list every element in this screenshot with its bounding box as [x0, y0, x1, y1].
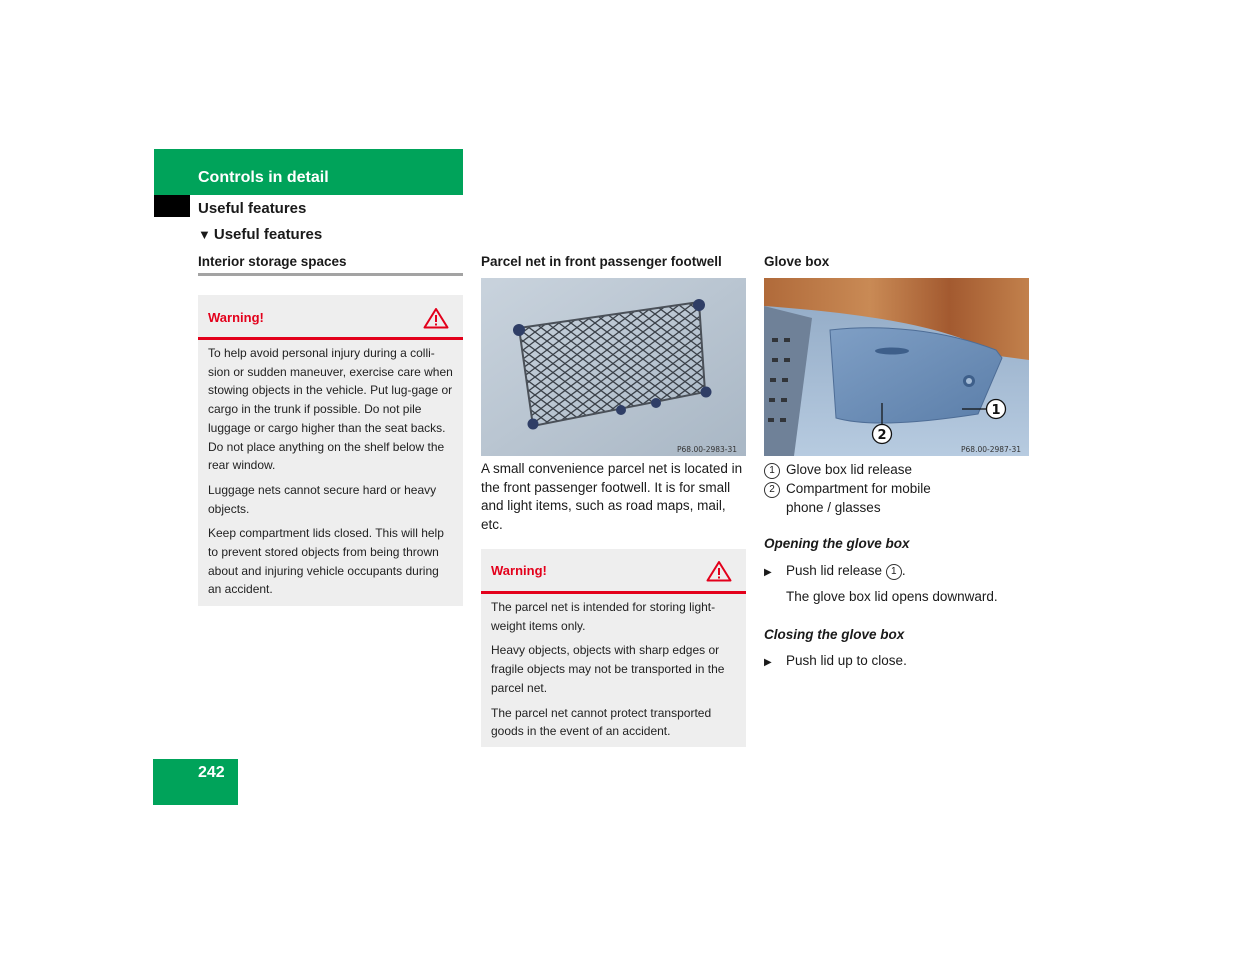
- warning-paragraph: To help avoid personal injury during a colli-sion or sudden maneuver, exercise care when stowing objects in the vehicle. Put lug-gage or cargo in the trunk if possible. Do not pile luggage or cargo higher than the seat backs. Do not place anything on the shelf below the rear window.: [208, 346, 453, 473]
- page-number: 242: [198, 764, 225, 781]
- closing-step-text: Push lid up to close.: [786, 653, 907, 668]
- chapter-subtitle: Useful features: [198, 200, 307, 217]
- step-callout-number: 1: [886, 564, 902, 580]
- warning-box-parcel-net: [481, 549, 746, 747]
- bullet-arrow-icon: ▶: [764, 657, 772, 668]
- heading-rule: [198, 273, 463, 276]
- header-marker-block: [154, 195, 190, 217]
- opening-result: The glove box lid opens downward.: [786, 589, 998, 604]
- image-code: P68.00-2983-31: [677, 445, 738, 454]
- warning-body: [208, 344, 455, 605]
- warning-paragraph: Heavy objects, objects with sharp edges or fragile objects may not be transported in the parcel net.: [491, 643, 725, 695]
- chapter-title: Controls in detail: [198, 169, 329, 186]
- warning-rule: [198, 337, 463, 340]
- callout-1: 1: [991, 403, 1001, 418]
- warning-triangle-icon: [706, 560, 732, 582]
- warning-title: Warning!: [208, 310, 264, 325]
- parcel-net-photo: [481, 278, 746, 456]
- glove-box-photo: [764, 278, 1029, 456]
- closing-step: [764, 653, 907, 668]
- bullet-arrow-icon: ▶: [764, 567, 772, 578]
- warning-paragraph: Luggage nets cannot secure hard or heavy objects.: [208, 482, 437, 516]
- legend-item: [764, 480, 931, 499]
- image-code: P68.00-2987-31: [961, 445, 1022, 454]
- warning-box-storage: [198, 295, 463, 606]
- warning-title: Warning!: [491, 563, 547, 578]
- closing-heading: Closing the glove box: [764, 627, 905, 642]
- section-title: [198, 226, 322, 243]
- legend-number: 2: [764, 482, 780, 498]
- interior-storage-heading: Interior storage spaces: [198, 254, 347, 269]
- warning-rule: [481, 591, 746, 594]
- legend-text: Glove box lid release: [786, 462, 913, 477]
- warning-triangle-icon: [423, 307, 449, 329]
- legend-item: [764, 461, 912, 480]
- glove-box-heading: Glove box: [764, 254, 830, 269]
- section-title-text: Useful features: [213, 226, 323, 243]
- warning-body: [491, 598, 738, 747]
- page-number-box: [153, 759, 238, 805]
- legend-number: 1: [764, 463, 780, 479]
- warning-paragraph: Keep compartment lids closed. This will help to prevent stored objects from being thrown about and injuring vehicle occupants during an accident.: [208, 526, 444, 597]
- parcel-net-heading: Parcel net in front passenger footwell: [481, 254, 722, 269]
- parcel-net-description: A small convenience parcel net is located in the front passenger footwell. It is for small and light items, such as road maps, mail, etc.: [481, 461, 743, 533]
- opening-step: [764, 563, 906, 580]
- legend-text: Compartment for mobile: [786, 481, 931, 496]
- section-marker-icon: ▼: [198, 227, 211, 242]
- legend-text-continued: phone / glasses: [786, 500, 881, 515]
- opening-heading: Opening the glove box: [764, 536, 910, 551]
- warning-paragraph: The parcel net cannot protect transported goods in the event of an accident.: [491, 705, 712, 739]
- warning-paragraph: The parcel net is intended for storing light-weight items only.: [491, 600, 716, 633]
- step-end: .: [901, 563, 906, 578]
- opening-step-text: Push lid release: [786, 563, 883, 578]
- callout-2: 2: [877, 428, 887, 443]
